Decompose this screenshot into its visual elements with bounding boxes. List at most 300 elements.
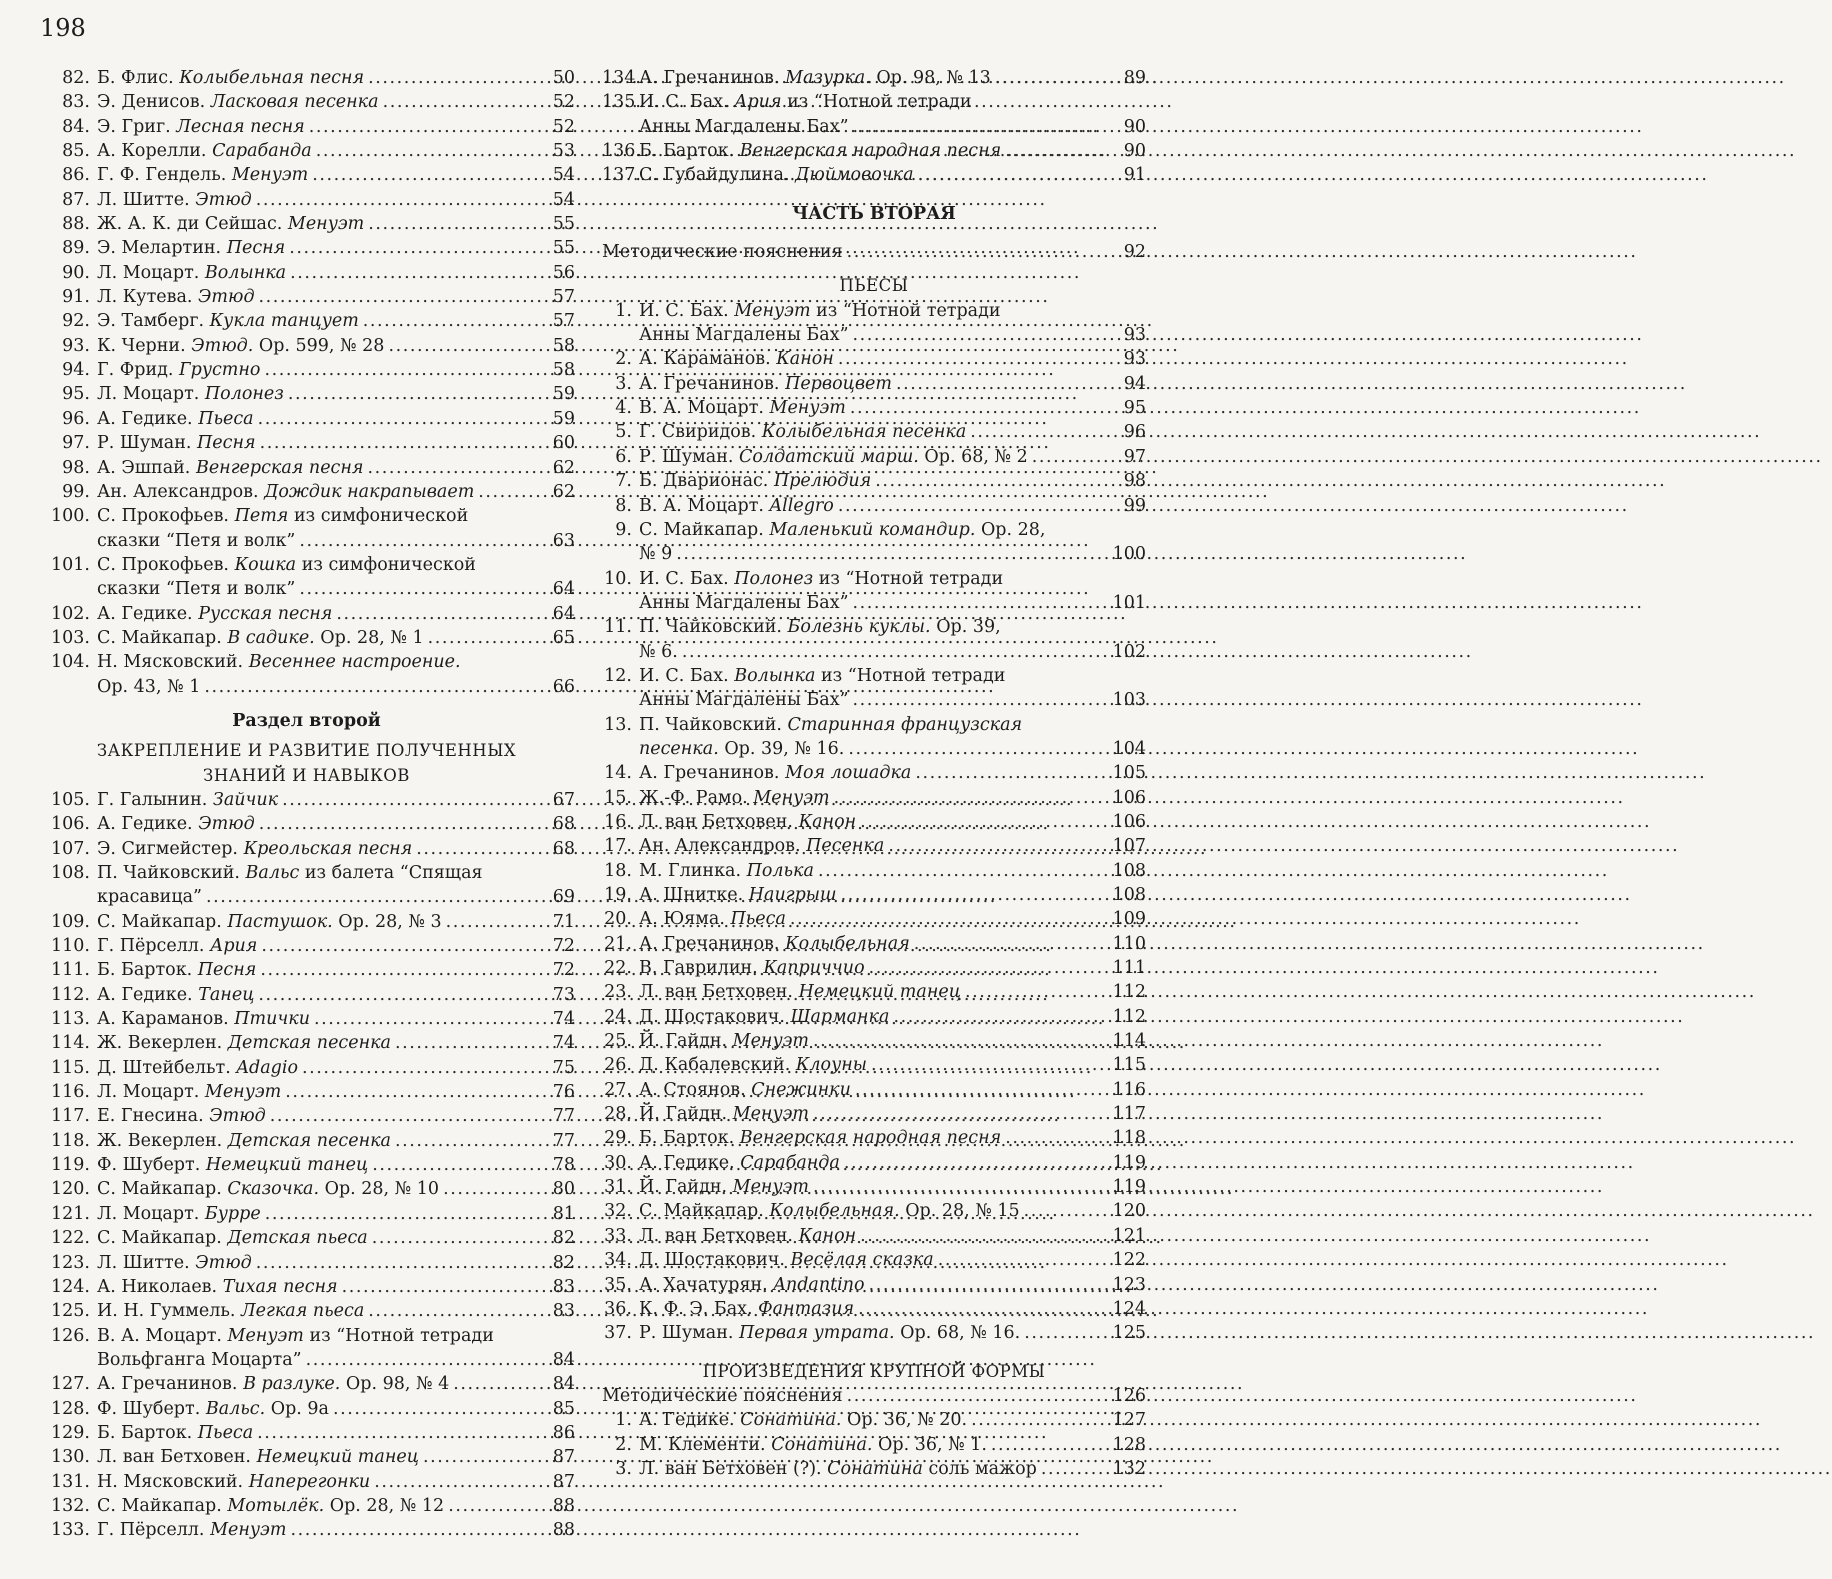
toc-entry-r13 <box>602 713 1146 762</box>
entry-page: 112 <box>1112 982 1146 1003</box>
entry-author: М. Клементи. <box>639 1434 766 1455</box>
entry-title: Allegro <box>769 495 834 516</box>
entry-page: 63 <box>552 530 575 551</box>
entry-line2: Анны Магдалены Бах” <box>639 592 849 613</box>
entry-line2: сказки “Петя и волк” <box>97 530 296 551</box>
entry-number: 1. <box>615 300 632 321</box>
entry-author: П. Чайковский. <box>639 714 782 735</box>
toc-entry <box>38 382 575 406</box>
entry-title: Колыбельная песенка <box>761 422 967 443</box>
toc-entry <box>602 139 1146 163</box>
toc-entry <box>602 1005 1146 1029</box>
entry-author: А. Юяма. <box>639 909 725 930</box>
entry-author: Ж. Векерлен. <box>97 1130 223 1151</box>
entry-page: 62 <box>552 481 575 502</box>
entry-author: Н. Мясковский. <box>97 652 244 673</box>
list-right-d <box>602 1408 1146 1481</box>
entry-title: Полонез <box>204 384 284 405</box>
toc-entry-r1 <box>602 299 1146 348</box>
entry-number: 130. <box>51 1447 90 1468</box>
entry-title: Менуэт <box>227 1325 304 1346</box>
entry-number: 85. <box>62 141 90 162</box>
entry-author: Л. ван Бетховен (?). <box>639 1458 822 1479</box>
entry-author: Ан. Александров. <box>97 481 259 502</box>
toc-entry <box>602 883 1146 907</box>
toc-entry <box>38 90 575 114</box>
entry-author: Ф. Шуберт. <box>97 1398 201 1419</box>
entry-number: 135. <box>602 92 641 113</box>
entry-page: 65 <box>552 627 575 648</box>
toc-entry <box>602 1457 1146 1481</box>
entry-title: Ария <box>734 92 782 113</box>
toc-entry <box>602 1384 1146 1408</box>
entry-title: Русская песня <box>198 603 333 624</box>
entry-author: Й. Гайдн. <box>639 1177 728 1198</box>
list-right-c <box>602 761 1146 1345</box>
entry-remark: Ор. 68, № 16. <box>894 1323 1021 1344</box>
entry-remark: Ор. 68, № 2 <box>918 446 1028 467</box>
entry-page: 75 <box>552 1057 575 1078</box>
leader-dots <box>911 761 1706 785</box>
entry-title: Колыбельная. <box>769 1201 900 1222</box>
entry-title: Весёлая сказка <box>790 1250 934 1271</box>
entry-page: 53 <box>552 141 575 162</box>
entry-number: 123. <box>51 1252 90 1273</box>
entry-number: 107. <box>51 838 90 859</box>
entry-page: 81 <box>552 1203 575 1224</box>
entry-page: 54 <box>552 165 575 186</box>
entry-number: 136. <box>602 141 641 162</box>
entry-title: Танец <box>198 984 255 1005</box>
entry-page: 83 <box>552 1301 575 1322</box>
entry-author: А. Гедике. <box>639 1152 735 1173</box>
entry-author: А. Гедике. <box>97 814 193 835</box>
toc-entry <box>38 407 575 431</box>
entry-page: 121 <box>1112 1225 1146 1246</box>
toc-entry <box>38 1056 575 1080</box>
list-left-c <box>38 788 575 861</box>
entry-page: 89 <box>1123 68 1146 88</box>
entry-author: А. Эшпай. <box>97 457 191 478</box>
entry-author: И. С. Бах. <box>639 92 729 113</box>
entry-title: Венгерская народная песня <box>739 141 1002 162</box>
entry-title: Детская песенка <box>227 1130 391 1151</box>
entry-title: Колыбельная <box>785 933 910 954</box>
entry-author: Б. Барток. <box>639 1128 735 1149</box>
entry-number: 15. <box>604 787 632 808</box>
entry-title: Вальс <box>245 863 300 883</box>
leader-dots <box>865 956 1660 980</box>
toc-entry-104 <box>38 650 575 699</box>
entry-page: 105 <box>1112 763 1146 784</box>
entry-page: 87 <box>552 1447 575 1468</box>
leader-dots <box>678 640 1473 664</box>
entry-title: Сказочка. <box>227 1179 320 1200</box>
toc-entry <box>602 1199 1146 1223</box>
entry-number: 88. <box>62 214 90 235</box>
entry-page: 59 <box>552 384 575 405</box>
entry-title: Болезнь куклы. <box>787 617 931 638</box>
entry-title: Снежинки <box>751 1079 851 1100</box>
leader-dots <box>867 1053 1662 1077</box>
toc-entry <box>38 1445 575 1469</box>
entry-author: Д. Штейбельт. <box>97 1057 231 1078</box>
entry-number: 103. <box>51 627 90 648</box>
entry-author: Й. Гайдн. <box>639 1031 728 1052</box>
entry-title: Венгерская народная песня <box>739 1128 1002 1149</box>
entry-number: 86. <box>62 165 90 186</box>
entry-title: Наперегонки <box>248 1471 371 1492</box>
entry-number: 9. <box>615 519 632 540</box>
toc-entry <box>38 983 575 1007</box>
entry-title: Немецкий танец <box>798 982 961 1003</box>
entry-author: Г. Галынин. <box>97 789 208 810</box>
entry-title: Колыбельная песня <box>179 68 365 88</box>
entry-number: 133. <box>51 1520 90 1541</box>
entry-page: 128 <box>1112 1434 1146 1455</box>
entry-remark: Ор. 36, № 20. <box>841 1410 968 1431</box>
toc-entry <box>38 480 575 504</box>
entry-number: 21. <box>604 933 632 954</box>
entry-page: 80 <box>552 1179 575 1200</box>
entry-page: 82 <box>552 1252 575 1273</box>
plays-title: ПЬЕСЫ <box>839 276 909 296</box>
entry-page: 114 <box>1112 1031 1146 1052</box>
toc-entry <box>602 347 1146 371</box>
entry-number: 101. <box>51 554 90 575</box>
entry-remark: Ор. 9а <box>265 1398 329 1419</box>
entry-title: Менуэт <box>210 1520 287 1541</box>
entry-number: 31. <box>604 1177 632 1198</box>
entry-number: 110. <box>51 936 90 957</box>
toc-entry <box>38 1104 575 1128</box>
entry-page: 90 <box>1123 116 1146 137</box>
leader-dots <box>814 859 1609 883</box>
entry-author: А. Шнитке. <box>639 885 744 905</box>
entry-page: 73 <box>552 984 575 1005</box>
leader-dots <box>844 737 1639 761</box>
entry-number: 99. <box>62 481 90 502</box>
entry-author: Э. Мелартин. <box>97 238 222 259</box>
entry-page: 59 <box>552 408 575 429</box>
entry-title: Волынка <box>734 665 816 686</box>
toc-entry <box>38 1177 575 1201</box>
entry-number: 105. <box>51 789 90 810</box>
toc-entry <box>38 1470 575 1494</box>
toc-entry <box>602 1175 1146 1199</box>
entry-page: 69 <box>552 887 575 908</box>
leader-dots <box>854 1297 1649 1321</box>
entry-number: 117. <box>51 1106 90 1127</box>
toc-entry <box>602 1224 1146 1248</box>
entry-title: Фантазия <box>758 1298 855 1319</box>
entry-author: Д. Шостакович. <box>639 1250 785 1271</box>
entry-line2: Вольфганга Моцарта” <box>97 1349 302 1370</box>
entry-title: Немецкий танец <box>256 1447 419 1468</box>
entry-title: Первоцвет <box>785 373 892 394</box>
entry-title: Песня <box>197 960 257 981</box>
entry-line2: Ор. 39, № 16. <box>718 738 845 759</box>
entry-page: 96 <box>1123 422 1146 443</box>
entry-page: 84 <box>552 1349 575 1370</box>
entry-page: 97 <box>1123 446 1146 467</box>
entry-remark: Ор. 28, <box>975 519 1046 540</box>
entry-number: 16. <box>604 811 632 832</box>
entry-page: 52 <box>552 116 575 137</box>
entry-page: 58 <box>552 335 575 356</box>
entry-title: Кошка <box>234 554 297 575</box>
toc-entry <box>38 163 575 187</box>
toc-entry <box>38 139 575 163</box>
entry-number: 125. <box>51 1301 90 1322</box>
entry-author: С. Прокофьев. <box>97 506 229 527</box>
entry-title: Канон <box>798 811 857 832</box>
toc-entry <box>602 1273 1146 1297</box>
entry-line2: Анны Магдалены Бах” <box>639 116 849 137</box>
entry-author: Л. Моцарт. <box>97 1203 200 1224</box>
entry-author: В. Гаврилин. <box>639 958 758 979</box>
entry-author: С. Майкапар. <box>97 1228 222 1249</box>
entry-number: 30. <box>604 1152 632 1173</box>
entry-author: А. Гречанинов. <box>639 763 780 784</box>
toc-entry <box>602 90 1146 139</box>
toc-entry <box>602 932 1146 956</box>
entry-remark: Ор. 28, № 1 <box>314 627 424 648</box>
entry-number: 91. <box>62 287 90 308</box>
entry-number: 25. <box>604 1031 632 1052</box>
entry-number: 82. <box>62 68 90 88</box>
leader-dots <box>871 469 1666 493</box>
entry-remark: из “Нотной тетради <box>815 665 1006 686</box>
entry-page: 117 <box>1112 1104 1146 1125</box>
entry-page: 120 <box>1112 1201 1146 1222</box>
entry-page: 98 <box>1123 471 1146 492</box>
entry-author: М. Глинка. <box>639 860 742 881</box>
entry-title: Грустно <box>179 360 261 381</box>
entry-title: Креольская песня <box>243 838 413 859</box>
entry-title: Кукла танцует <box>209 311 359 332</box>
entry-number: 106. <box>51 814 90 835</box>
entry-title: Песенка <box>806 836 885 857</box>
entry-line2: красавица” <box>97 887 202 908</box>
entry-page: 55 <box>552 214 575 235</box>
leader-dots <box>843 240 1638 264</box>
toc-entry <box>38 309 575 333</box>
leader-dots <box>809 1029 1604 1053</box>
entry-author: С. Майкапар. <box>97 627 222 648</box>
entry-remark: из “Нотной тетради <box>813 568 1004 589</box>
entry-number: 7. <box>615 471 632 492</box>
entry-author: А. Гедике. <box>639 1410 735 1431</box>
entry-number: 2. <box>615 349 632 370</box>
entry-author: Б. Барток. <box>97 960 193 981</box>
toc-entry <box>38 66 575 90</box>
entry-title: Этюд <box>198 814 255 835</box>
section-subtitle-line1: ЗАКРЕПЛЕНИЕ И РАЗВИТИЕ ПОЛУЧЕННЫХ <box>96 741 517 761</box>
entry-page: 108 <box>1112 860 1146 881</box>
entry-author: А. Гречанинов. <box>639 933 780 954</box>
entry-number: 132. <box>51 1495 90 1516</box>
entry-author: А. Николаев. <box>97 1276 218 1297</box>
entry-title: Клоуны <box>795 1055 867 1076</box>
entry-number: 114. <box>51 1033 90 1054</box>
list-right-a <box>602 139 1146 188</box>
entry-title: Венгерская песня <box>195 457 364 478</box>
entry-page: 91 <box>1123 165 1146 186</box>
toc-entry <box>38 212 575 236</box>
entry-number: 18. <box>604 860 632 881</box>
entry-page: 76 <box>552 1082 575 1103</box>
toc-entry <box>602 1321 1146 1345</box>
entry-number: 104. <box>51 652 90 673</box>
leader-dots <box>1037 1457 1832 1481</box>
entry-page: 83 <box>552 1276 575 1297</box>
entry-title: Канон <box>776 349 834 370</box>
entry-title: Тихая песня <box>222 1276 338 1297</box>
leader-dots <box>889 1005 1684 1029</box>
entry-page: 82 <box>552 1228 575 1249</box>
entry-author: И. С. Бах. <box>639 300 729 321</box>
toc-entry <box>38 1494 575 1518</box>
entry-title: Adagio <box>236 1057 298 1078</box>
leader-dots <box>966 420 1761 444</box>
entry-title: Сонатина <box>827 1458 923 1479</box>
entry-author: Л. ван Бетховен. <box>639 811 793 832</box>
toc-entry <box>602 834 1146 858</box>
entry-title: Детская песенка <box>227 1033 391 1054</box>
entry-author: Н. Мясковский. <box>97 1471 244 1492</box>
toc-entry-r11 <box>602 615 1146 664</box>
toc-entry <box>602 615 1146 664</box>
leader-dots <box>856 810 1651 834</box>
entry-page: 84 <box>552 1374 575 1395</box>
entry-remark: Ор. 39, <box>930 617 1001 638</box>
entry-author: А. Гречанинов. <box>97 1374 238 1395</box>
entry-title: Сонатина. <box>771 1434 873 1455</box>
entry-page: 58 <box>552 360 575 381</box>
entry-title: Петя <box>234 506 289 527</box>
entry-page: 112 <box>1112 1006 1146 1027</box>
entry-author: Г. Пёрселл. <box>97 936 205 957</box>
entry-number: 124. <box>51 1276 90 1297</box>
leader-dots <box>830 786 1625 810</box>
section-title: Раздел второй <box>232 710 381 731</box>
entry-page: 94 <box>1123 373 1146 394</box>
entry-title: Пастушок. <box>227 911 333 932</box>
entry-title: Моя лошадка <box>785 763 912 784</box>
entry-page: 93 <box>1123 325 1146 346</box>
toc-entry <box>38 1421 575 1445</box>
toc-entry <box>602 445 1146 469</box>
toc-entry <box>38 934 575 958</box>
entry-title: Этюд <box>195 189 252 210</box>
toc-entry-126 <box>38 1324 575 1373</box>
entry-author: Л. Моцарт. <box>97 384 200 405</box>
entry-number: 92. <box>62 311 90 332</box>
entry-author: К. Черни. <box>97 335 186 356</box>
entry-number: 100. <box>51 506 90 527</box>
entry-number: 2. <box>615 1434 632 1455</box>
toc-entry <box>38 602 575 626</box>
entry-number: 84. <box>62 116 90 137</box>
entry-number: 95. <box>62 384 90 405</box>
entry-number: 137. <box>602 165 641 186</box>
entry-number: 29. <box>604 1128 632 1149</box>
entry-page: 77 <box>552 1130 575 1151</box>
entry-title: Бурре <box>204 1203 261 1224</box>
entry-number: 126. <box>51 1325 90 1346</box>
entry-title: Дюймовочка <box>795 165 914 186</box>
entry-number: 22. <box>604 958 632 979</box>
entry-title: Этюд <box>195 1252 252 1273</box>
entry-number: 89. <box>62 238 90 259</box>
entry-page: 127 <box>1112 1410 1146 1431</box>
entry-number: 113. <box>51 1009 90 1030</box>
entry-remark: из симфонической <box>288 506 469 527</box>
entry-number: 37. <box>604 1323 632 1344</box>
leader-dots <box>892 372 1687 396</box>
entry-remark: Ор. 28, № 12 <box>324 1495 445 1516</box>
entry-page: 86 <box>552 1422 575 1443</box>
entry-number: 14. <box>604 763 632 784</box>
entry-title: Пьеса <box>198 408 254 429</box>
toc-entry <box>38 1129 575 1153</box>
entry-title: Немецкий танец <box>205 1155 369 1176</box>
entry-number: 83. <box>62 92 90 113</box>
entry-author: И. Н. Гуммель. <box>97 1301 236 1322</box>
toc-entry <box>38 910 575 934</box>
entry-title: Менуэт <box>732 1104 810 1125</box>
entry-page: 88 <box>552 1495 575 1516</box>
entry-page: 93 <box>1123 349 1146 370</box>
leader-dots <box>865 1273 1660 1297</box>
toc-entry <box>602 299 1146 348</box>
left-column <box>38 66 575 1543</box>
entry-title: Мотылёк. <box>227 1495 325 1516</box>
entry-author: Б. Барток. <box>639 141 735 162</box>
entry-number: 116. <box>51 1082 90 1103</box>
leader-dots <box>849 323 1644 347</box>
entry-remark: Ор. 28, № 10 <box>319 1179 440 1200</box>
entry-number: 122. <box>51 1228 90 1249</box>
entry-author: Э. Денисов. <box>97 92 206 113</box>
entry-number: 128. <box>51 1398 90 1419</box>
entry-author: Э. Сигмейстер. <box>97 838 238 859</box>
entry-page: 106 <box>1112 787 1146 808</box>
entry-title: Солдатский марш. <box>739 446 919 467</box>
entry-title: Вальс. <box>205 1398 266 1419</box>
entry-author: Л. Моцарт. <box>97 262 200 283</box>
entry-author: Г. Фрид. <box>97 360 174 381</box>
list-right-b <box>602 347 1146 517</box>
entry-number: 12. <box>604 665 632 686</box>
leader-dots <box>837 883 1632 907</box>
entry-page: 57 <box>552 287 575 308</box>
entry-page: 118 <box>1112 1128 1146 1149</box>
entry-line2: № 9 <box>639 544 673 565</box>
entry-author: Л. Кутева. <box>97 287 193 308</box>
entry-author: Д. Шостакович. <box>639 1006 785 1027</box>
entry-number: 33. <box>604 1225 632 1246</box>
entry-page: 55 <box>552 238 575 259</box>
toc-entry <box>38 1226 575 1250</box>
method-notes-2 <box>602 1384 1146 1408</box>
large-form-title: ПРОИЗВЕДЕНИЯ КРУПНОЙ ФОРМЫ <box>702 1361 1046 1381</box>
entry-title: Песня <box>197 433 256 454</box>
toc-entry <box>602 810 1146 834</box>
entry-line2: Анны Магдалены Бах” <box>639 690 849 711</box>
entry-author: П. Чайковский. <box>639 617 782 638</box>
